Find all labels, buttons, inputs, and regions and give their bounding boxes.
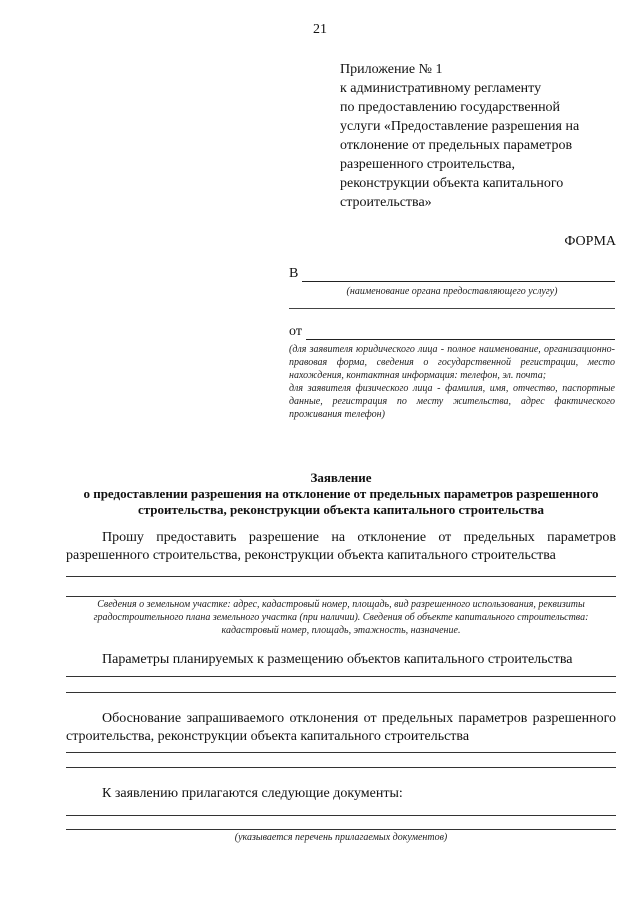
land-plot-hint: Сведения о земельном участке: адрес, кадастровый номер, площадь, вид разрешенного использования, реквизиты градостроительного плана земельного участка (при наличии). Сведения об объекте капитального строительства: кадастровый номер, площадь, этажность, назначение.: [93, 599, 589, 636]
justification-field-line[interactable]: [66, 767, 616, 768]
page-number: 21: [313, 22, 327, 37]
appendix-line: к административному регламенту: [340, 81, 542, 96]
request-paragraph: [66, 529, 616, 565]
request-field-line[interactable]: [66, 596, 616, 597]
parameters-text: Параметры планируемых к размещению объектов капитального строительства: [102, 652, 573, 667]
appendix-line: разрешенного строительства,: [340, 157, 515, 172]
attachments-hint: (указывается перечень прилагаемых документов): [234, 832, 448, 843]
recipient-hint: (наименование органа предоставляющего услугу): [346, 286, 558, 297]
justification-text: Обоснование запрашиваемого отклонения от предельных параметров разрешенного строительства, реконструкции объекта капитального строительства: [66, 711, 616, 744]
recipient-field-extra[interactable]: [289, 308, 615, 309]
title-line: о предоставлении разрешения на отклонение от предельных параметров разрешенного: [83, 486, 599, 501]
justification-paragraph: [66, 710, 616, 746]
appendix-line: по предоставлению государственной: [340, 100, 561, 115]
applicant-field[interactable]: [306, 325, 615, 340]
appendix-line: строительства»: [340, 195, 432, 210]
justification-field-line[interactable]: [66, 752, 616, 753]
applicant-hint-individual: для заявителя физического лица - фамилия, имя, отчество, паспортные данные, регистрация по месту жительства, адрес фактического проживания телефон): [289, 383, 615, 420]
title-line: строительства, реконструкции объекта капитального строительства: [137, 502, 545, 517]
attachments-field-line[interactable]: [66, 815, 616, 816]
applicant-prefix: от: [289, 324, 302, 339]
document-title: [66, 470, 616, 518]
attachments-text: К заявлению прилагаются следующие документы:: [102, 786, 403, 801]
appendix-line: отклонение от предельных параметров: [340, 138, 573, 153]
appendix-line: услуги «Предоставление разрешения на: [340, 119, 580, 134]
title-line: Заявление: [310, 470, 372, 485]
attachments-paragraph: [66, 785, 616, 803]
applicant-hint: [289, 343, 615, 421]
parameters-field-line[interactable]: [66, 692, 616, 693]
recipient-section: [289, 266, 615, 309]
request-field-line[interactable]: [66, 576, 616, 577]
appendix-line: реконструкции объекта капитального: [340, 176, 564, 191]
parameters-field-line[interactable]: [66, 676, 616, 677]
attachments-field-line[interactable]: [66, 829, 616, 830]
form-label: ФОРМА: [564, 234, 616, 249]
recipient-prefix: В: [289, 266, 299, 281]
recipient-field[interactable]: [302, 267, 615, 282]
applicant-hint-legal: (для заявителя юридического лица - полное наименование, организационно-правовая форма, сведения о государственной регистрации, место нахождения, контактная информация: телефон, эл. почта;: [289, 344, 615, 381]
appendix-header: [340, 60, 620, 212]
appendix-line: Приложение № 1: [340, 62, 443, 77]
parameters-paragraph: [66, 651, 616, 669]
applicant-section: [289, 324, 615, 421]
request-text: Прошу предоставить разрешение на отклонение от предельных параметров разрешенного строительства, реконструкции объекта капитального строительства: [66, 530, 616, 563]
